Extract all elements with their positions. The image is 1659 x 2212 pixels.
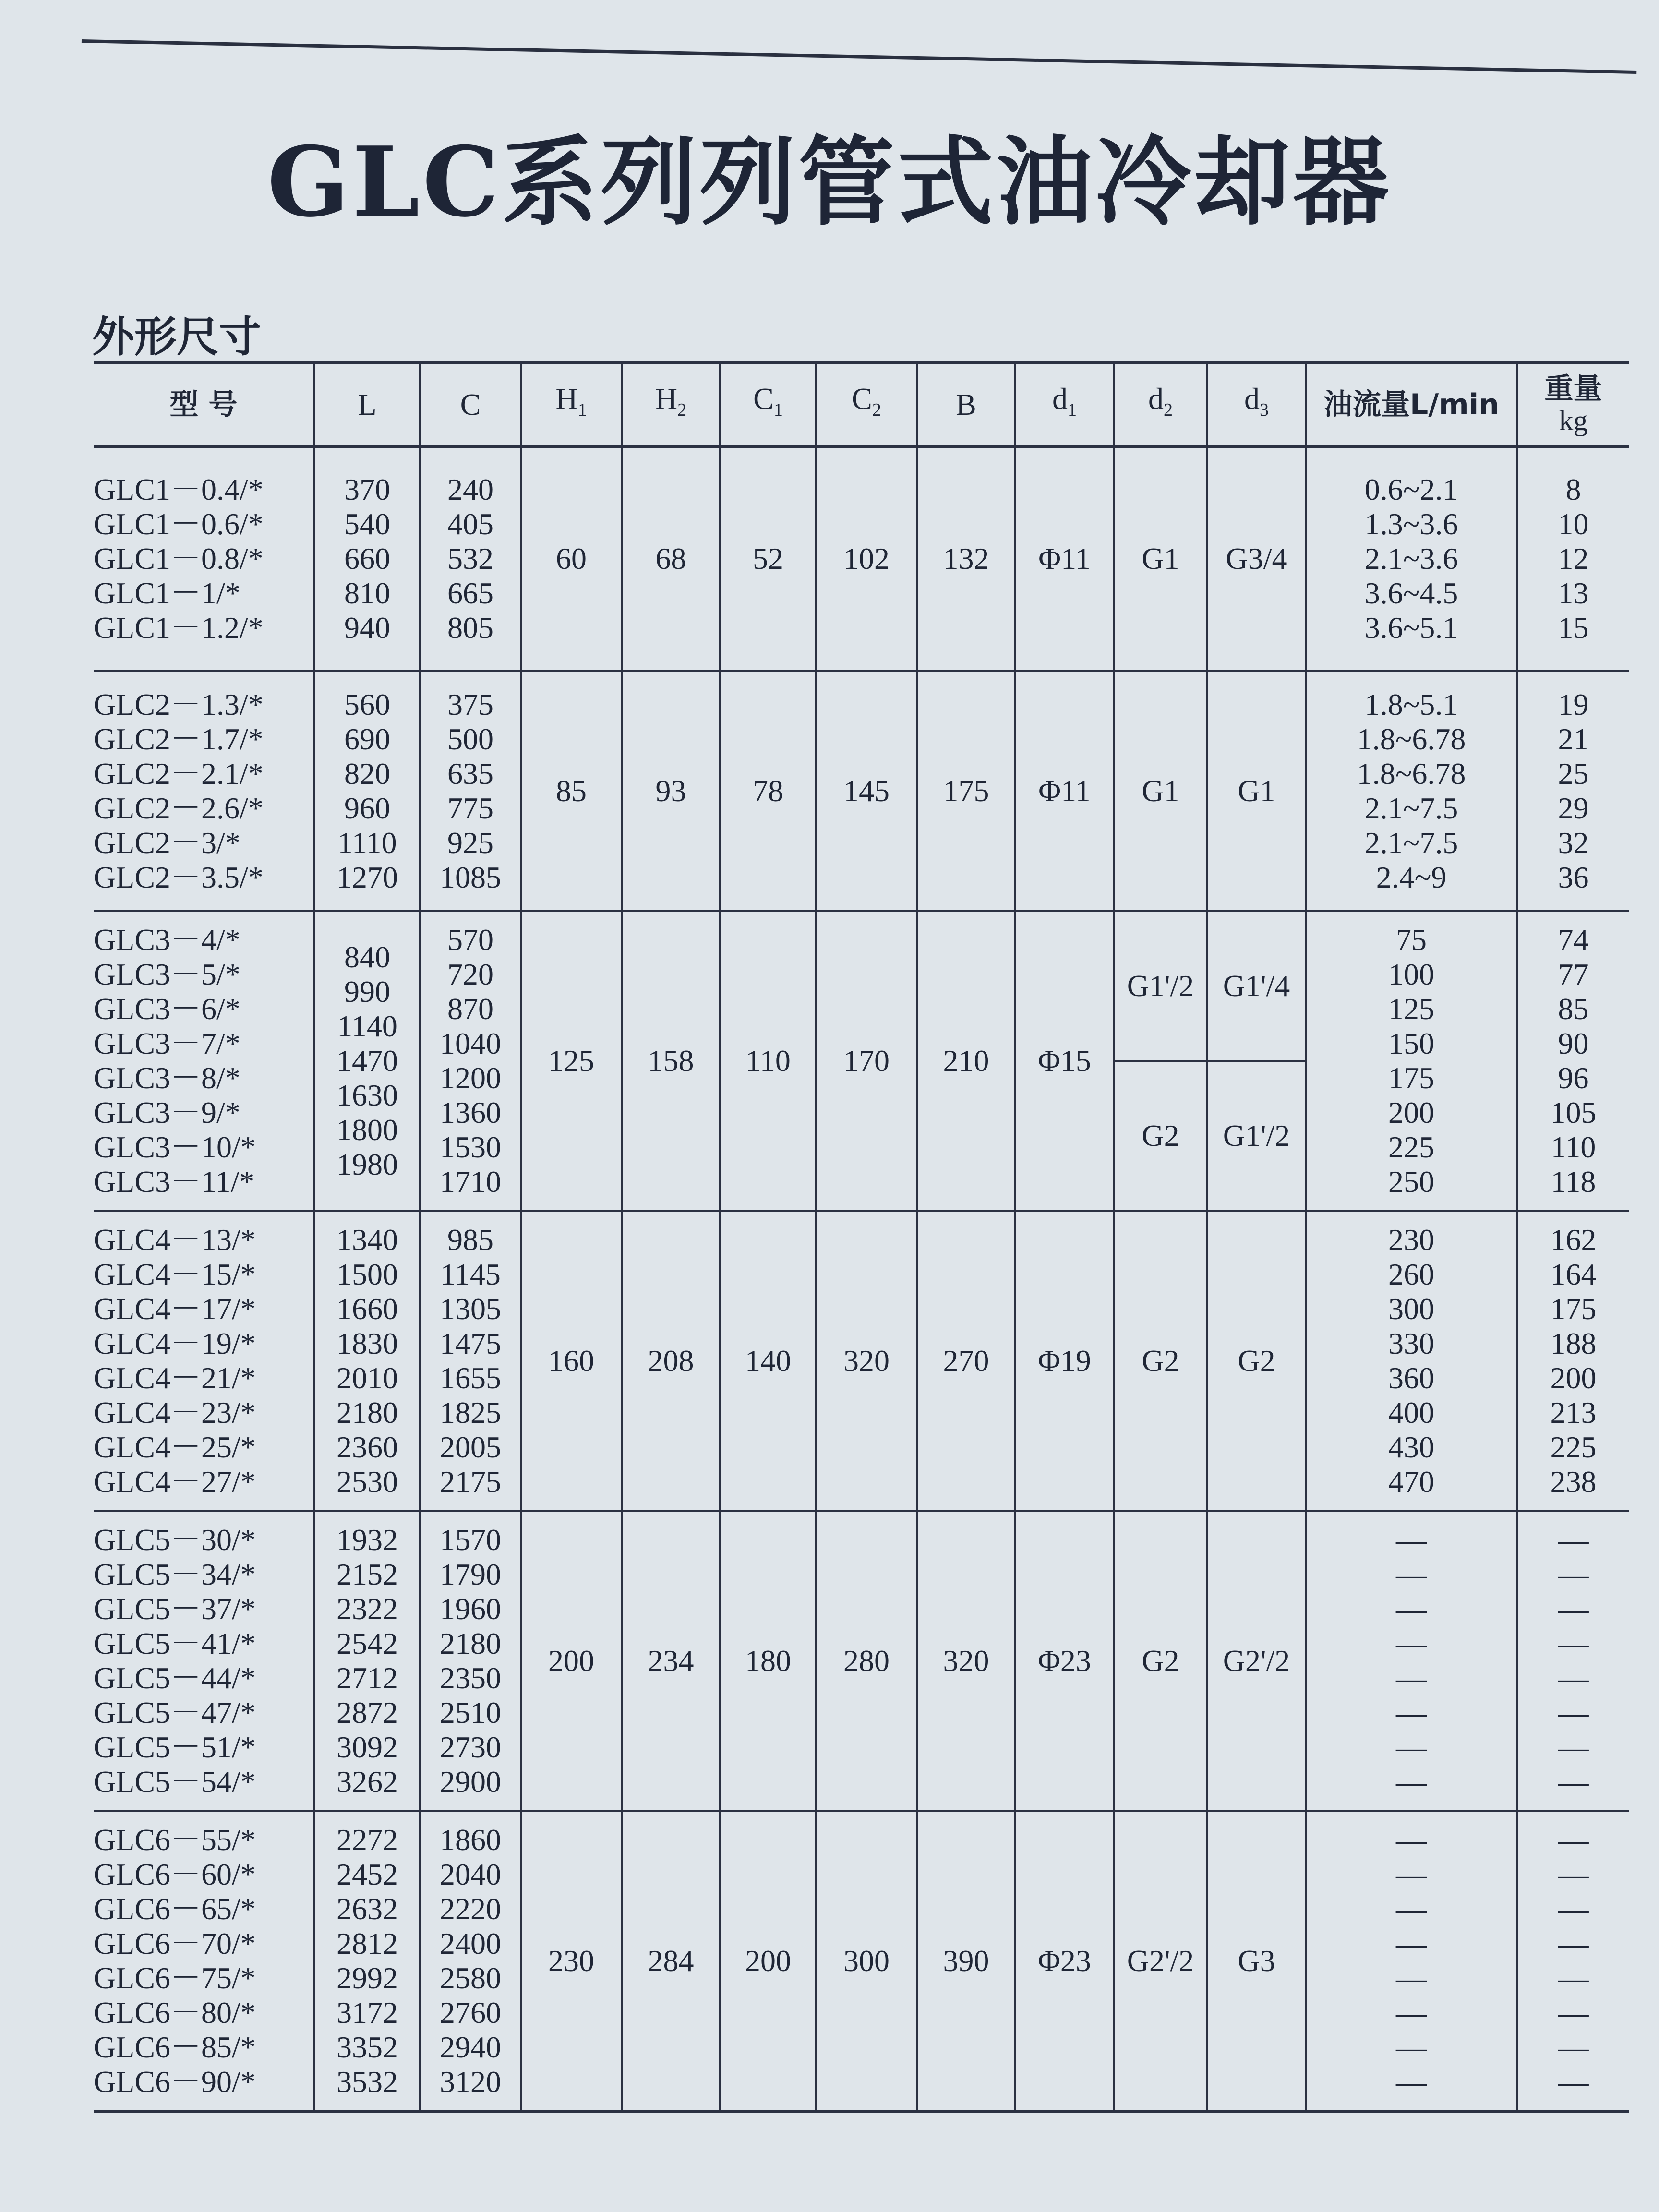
- page-title: GLC系列列管式油冷却器: [267, 126, 1392, 239]
- C2-value: 102: [816, 446, 917, 671]
- B-value: 132: [917, 446, 1015, 671]
- weight-values: — — — — — — — —: [1517, 1511, 1629, 1811]
- header-C2: $C_2$: [816, 363, 917, 446]
- C-values: 570 720 870 1040 1200 1360 1530 1710: [420, 911, 521, 1211]
- header-row: [94, 363, 1629, 446]
- C1-value: 52: [720, 446, 816, 671]
- C-values: 985 1145 1305 1475 1655 1825 2005 2175: [420, 1211, 521, 1511]
- B-value: 270: [917, 1211, 1015, 1511]
- H2-value: 284: [622, 1811, 720, 2112]
- H2-value: 68: [622, 446, 720, 671]
- L-values: 2272 2452 2632 2812 2992 3172 3352 3532: [314, 1811, 420, 2112]
- C1-value: 78: [720, 671, 816, 911]
- group-glc3: [94, 911, 1629, 1211]
- weight-values: 19 21 25 29 32 36: [1517, 671, 1629, 911]
- header-d1: $d_1$: [1015, 363, 1114, 446]
- H2-value: 234: [622, 1511, 720, 1811]
- d3-value-upper: G1'/4: [1223, 969, 1290, 1003]
- d2-value: G2: [1114, 1211, 1207, 1511]
- d1-value: Φ15: [1015, 911, 1114, 1211]
- weight-values: — — — — — — — —: [1517, 1811, 1629, 2112]
- d3-value: G3/4: [1207, 446, 1306, 671]
- flow-values: 1.8~5.1 1.8~6.78 1.8~6.78 2.1~7.5 2.1~7.5 2.4~9: [1306, 671, 1517, 911]
- flow-values: 230 260 300 330 360 400 430 470: [1306, 1211, 1517, 1511]
- C2-value: 170: [816, 911, 917, 1211]
- d1-value: Φ23: [1015, 1511, 1114, 1811]
- B-value: 175: [917, 671, 1015, 911]
- model-list: GLC6－55/* GLC6－60/* GLC6－65/* GLC6－70/* GLC6－75/* GLC6－80/* GLC6－85/* GLC6－90/*: [94, 1811, 314, 2112]
- C2-value: 145: [816, 671, 917, 911]
- header-flow: 油流量L/min: [1306, 363, 1517, 446]
- header-model: 型 号: [94, 363, 314, 446]
- d3-value: G1: [1207, 671, 1306, 911]
- d2-value-lower: G2: [1115, 1060, 1206, 1210]
- model-list: GLC5－30/* GLC5－34/* GLC5－37/* GLC5－41/* GLC5－44/* GLC5－47/* GLC5－51/* GLC5－54/*: [94, 1511, 314, 1811]
- weight-values: 8 10 12 13 15: [1517, 446, 1629, 671]
- C2-value: 280: [816, 1511, 917, 1811]
- H1-value: 125: [521, 911, 622, 1211]
- header-B: B: [917, 363, 1015, 446]
- H1-value: 230: [521, 1811, 622, 2112]
- H2-value: 158: [622, 911, 720, 1211]
- flow-values: 0.6~2.1 1.3~3.6 2.1~3.6 3.6~4.5 3.6~5.1: [1306, 446, 1517, 671]
- C1-value: 140: [720, 1211, 816, 1511]
- header-weight: 重量 kg: [1517, 363, 1629, 446]
- weight-values: 74 77 85 90 96 105 110 118: [1517, 911, 1629, 1211]
- H1-value: 60: [521, 446, 622, 671]
- header-H1: $H_1$: [521, 363, 622, 446]
- group-glc5: [94, 1511, 1629, 1811]
- table-row: [94, 1811, 1629, 2112]
- flow-values: — — — — — — — —: [1306, 1511, 1517, 1811]
- d3-value-lower: G1'/2: [1208, 1060, 1305, 1210]
- header-H2: $H_2$: [622, 363, 720, 446]
- header-C1: $C_1$: [720, 363, 816, 446]
- L-values: 560 690 820 960 1110 1270: [314, 671, 420, 911]
- table-row: [94, 1211, 1629, 1511]
- model-list: GLC1－0.4/* GLC1－0.6/* GLC1－0.8/* GLC1－1/* GLC1－1.2/*: [94, 446, 314, 671]
- B-value: 390: [917, 1811, 1015, 2112]
- H1-value: 85: [521, 671, 622, 911]
- d3-value: G2: [1207, 1211, 1306, 1511]
- weight-values: 162 164 175 188 200 213 225 238: [1517, 1211, 1629, 1511]
- H1-value: 200: [521, 1511, 622, 1811]
- spec-table: [94, 361, 1629, 2113]
- d2-value: G1: [1114, 671, 1207, 911]
- group-glc2: [94, 671, 1629, 911]
- group-glc1: [94, 446, 1629, 671]
- C-values: 240 405 532 665 805: [420, 446, 521, 671]
- header-d2: $d_2$: [1114, 363, 1207, 446]
- flow-values: 75 100 125 150 175 200 225 250: [1306, 911, 1517, 1211]
- model-list: GLC2－1.3/* GLC2－1.7/* GLC2－2.1/* GLC2－2.6/* GLC2－3/* GLC2－3.5/*: [94, 671, 314, 911]
- d3-split-cell: [1207, 911, 1306, 1211]
- d1-value: Φ11: [1015, 446, 1114, 671]
- C-values: 1570 1790 1960 2180 2350 2510 2730 2900: [420, 1511, 521, 1811]
- L-values: 1340 1500 1660 1830 2010 2180 2360 2530: [314, 1211, 420, 1511]
- table-row: [94, 911, 1629, 1211]
- group-glc6: [94, 1811, 1629, 2112]
- d1-value: Φ11: [1015, 671, 1114, 911]
- L-values: 370 540 660 810 940: [314, 446, 420, 671]
- d2-split-cell: [1114, 911, 1207, 1211]
- flow-values: — — — — — — — —: [1306, 1811, 1517, 2112]
- B-value: 210: [917, 911, 1015, 1211]
- table-row: [94, 671, 1629, 911]
- B-value: 320: [917, 1511, 1015, 1811]
- C1-value: 110: [720, 911, 816, 1211]
- d2-value-upper: G1'/2: [1127, 969, 1194, 1003]
- d2-value: G2: [1114, 1511, 1207, 1811]
- header-L: L: [314, 363, 420, 446]
- header-d3: $d_3$: [1207, 363, 1306, 446]
- C1-value: 200: [720, 1811, 816, 2112]
- C1-value: 180: [720, 1511, 816, 1811]
- table-row: [94, 1511, 1629, 1811]
- H2-value: 93: [622, 671, 720, 911]
- d3-value: G3: [1207, 1811, 1306, 2112]
- C-values: 375 500 635 775 925 1085: [420, 671, 521, 911]
- d2-value: G1: [1114, 446, 1207, 671]
- section-title: 外形尺寸: [92, 312, 262, 361]
- H2-value: 208: [622, 1211, 720, 1511]
- L-values: 840 990 1140 1470 1630 1800 1980: [314, 911, 420, 1211]
- C2-value: 300: [816, 1811, 917, 2112]
- L-values: 1932 2152 2322 2542 2712 2872 3092 3262: [314, 1511, 420, 1811]
- model-list: GLC4－13/* GLC4－15/* GLC4－17/* GLC4－19/* GLC4－21/* GLC4－23/* GLC4－25/* GLC4－27/*: [94, 1211, 314, 1511]
- H1-value: 160: [521, 1211, 622, 1511]
- top-rule: [82, 39, 1636, 74]
- table-row: [94, 446, 1629, 671]
- d2-value: G2'/2: [1114, 1811, 1207, 2112]
- d1-value: Φ19: [1015, 1211, 1114, 1511]
- d3-value: G2'/2: [1207, 1511, 1306, 1811]
- C-values: 1860 2040 2220 2400 2580 2760 2940 3120: [420, 1811, 521, 2112]
- group-glc4: [94, 1211, 1629, 1511]
- C2-value: 320: [816, 1211, 917, 1511]
- header-C: C: [420, 363, 521, 446]
- model-list: GLC3－4/* GLC3－5/* GLC3－6/* GLC3－7/* GLC3－8/* GLC3－9/* GLC3－10/* GLC3－11/*: [94, 911, 314, 1211]
- d1-value: Φ23: [1015, 1811, 1114, 2112]
